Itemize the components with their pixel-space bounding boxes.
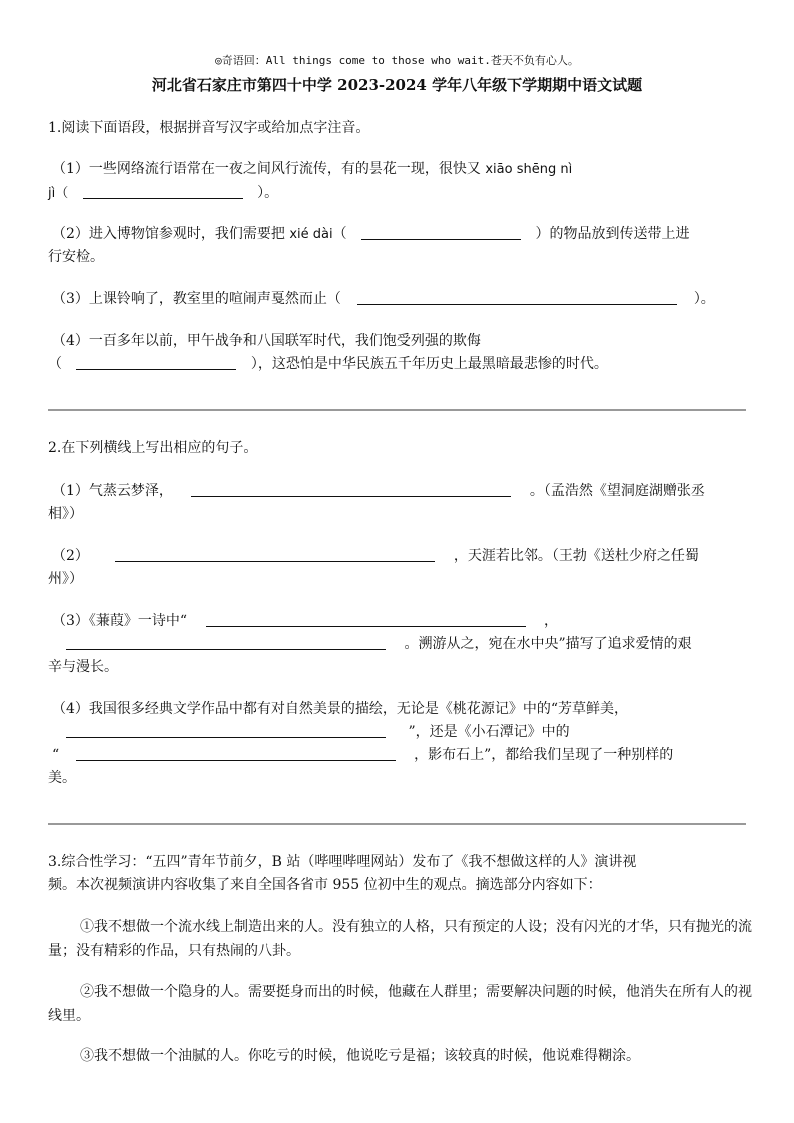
q2-item3-line3: 辛与漫长。 xyxy=(48,659,118,675)
q2-item2-line2: 州》） xyxy=(48,571,83,587)
q2-item1-answer-blank[interactable] xyxy=(191,482,511,497)
q2-item3-answer-blank-2[interactable] xyxy=(66,635,386,650)
q2-item4-answer-blank-2[interactable] xyxy=(76,746,396,761)
q2-item1-text: （1）气蒸云梦泽， xyxy=(52,483,173,499)
q2-item3-answer-blank-1[interactable] xyxy=(206,612,526,627)
q1-item2-answer-blank[interactable] xyxy=(361,225,521,240)
q2-item4-after: ，影布石上”，都给我们呈现了一种别样的 xyxy=(414,747,674,763)
q2-item2-line1 xyxy=(52,545,699,565)
q1-item2-line1 xyxy=(52,223,690,243)
q2-item3-line2 xyxy=(48,633,692,653)
q2-item1-line1 xyxy=(52,480,705,500)
q2-item3-line1 xyxy=(52,610,558,630)
q1-item1-close: ）。 xyxy=(257,185,279,201)
q1-item4-open: （ xyxy=(48,356,62,372)
q1-item4-line2 xyxy=(48,353,608,373)
q2-item3-comma: ， xyxy=(543,613,558,629)
q1-item1-line2 xyxy=(48,182,278,202)
q2-item4-answer-blank-1[interactable] xyxy=(66,723,386,738)
q2-item4-line2 xyxy=(48,721,570,741)
q2-item4-mid: ”，还是《小石潭记》中的 xyxy=(408,724,570,740)
q1-item4-line1: （4）一百多年以前，甲午战争和八国联军时代，我们饱受列强的欺侮 xyxy=(52,333,481,349)
q2-item2-answer-blank[interactable] xyxy=(115,547,435,562)
q2-item1-after: 。（孟浩然《望洞庭湖赠张丞 xyxy=(529,483,705,499)
q3-quote-1: ①我不想做一个流水线上制造出来的人。没有独立的人格，只有预定的人设；没有闪光的才华，只有抛光的流量；没有精彩的作品，只有热闹的八卦。 xyxy=(48,919,752,959)
q1-item4-after: ），这恐怕是中华民族五千年历史上最黑暗最悲惨的时代。 xyxy=(250,356,608,372)
q2-item4-line3 xyxy=(52,744,673,764)
q1-item1-line1 xyxy=(52,158,572,178)
section-divider-1 xyxy=(48,409,746,411)
q1-item2-text: （2）进入博物馆参观时，我们需要把 xyxy=(52,226,290,242)
q1-item2-line2: 行安检。 xyxy=(48,249,104,265)
section-divider-2 xyxy=(48,823,746,825)
q1-item2-open: （ xyxy=(332,226,347,242)
q1-item3-answer-blank[interactable] xyxy=(357,290,677,305)
q3-quote-2: ②我不想做一个隐身的人。需要挺身而出的时候，他藏在人群里；需要解决问题的时候，他消失在所有人的视线里。 xyxy=(48,984,752,1024)
q1-item3-text: （3）上课铃响了，教室里的喧闹声戛然而止（ xyxy=(52,291,341,307)
q1-item3-close: ）。 xyxy=(693,291,715,307)
q1-item1-pinyin: xiāo shēng nì xyxy=(485,162,573,177)
q2-stem: 2.在下列横线上写出相应的句子。 xyxy=(48,440,258,456)
q1-item1-pinyin-end: jì（ xyxy=(48,186,69,201)
q2-item1-line2: 相》） xyxy=(48,506,83,522)
q3-stem-line2: 频。本次视频演讲内容收集了来自全国各省市 955 位初中生的观点。摘选部分内容如下： xyxy=(48,877,602,893)
header-motto: ◎奇语回：All things come to those who wait.苍天不负有心人。 xyxy=(215,54,579,67)
q1-item2-pinyin: xié dài xyxy=(289,227,333,242)
q2-item4-quote: “ xyxy=(52,747,60,763)
q1-item1-text: （1）一些网络流行语常在一夜之间风行流传，有的昙花一现，很快又 xyxy=(52,161,486,177)
q2-item3-after: 。溯游从之，宛在水中央”描写了追求爱情的艰 xyxy=(404,636,692,652)
q1-item1-answer-blank[interactable] xyxy=(83,184,243,199)
q1-stem: 1.阅读下面语段，根据拼音写汉字或给加点字注音。 xyxy=(48,120,370,136)
q1-item3-line xyxy=(52,288,715,308)
q2-item2-after: ，天涯若比邻。（王勃《送杜少府之任蜀 xyxy=(453,548,699,564)
q2-item2-text: （2） xyxy=(52,548,89,564)
q3-quote-3: ③我不想做一个油腻的人。你吃亏的时候，他说吃亏是福；该较真的时候，他说难得糊涂。 xyxy=(80,1048,640,1064)
q3-stem-line1: 3.综合性学习：“五四”青年节前夕，B 站（哔哩哔哩网站）发布了《我不想做这样的人》演讲视 xyxy=(48,854,637,870)
page-title: 河北省石家庄市第四十中学 2023-2024 学年八年级下学期期中语文试题 xyxy=(151,76,643,94)
q2-item3-text: （3）《蒹葭》一诗中“ xyxy=(52,613,188,629)
q2-item4-line1: （4）我国很多经典文学作品中都有对自然美景的描绘，无论是《桃花源记》中的“芳草鲜美， xyxy=(52,701,629,717)
q2-item4-line4: 美。 xyxy=(48,770,76,786)
q1-item4-answer-blank[interactable] xyxy=(76,355,236,370)
q1-item2-after: ）的物品放到传送带上进 xyxy=(535,226,690,242)
